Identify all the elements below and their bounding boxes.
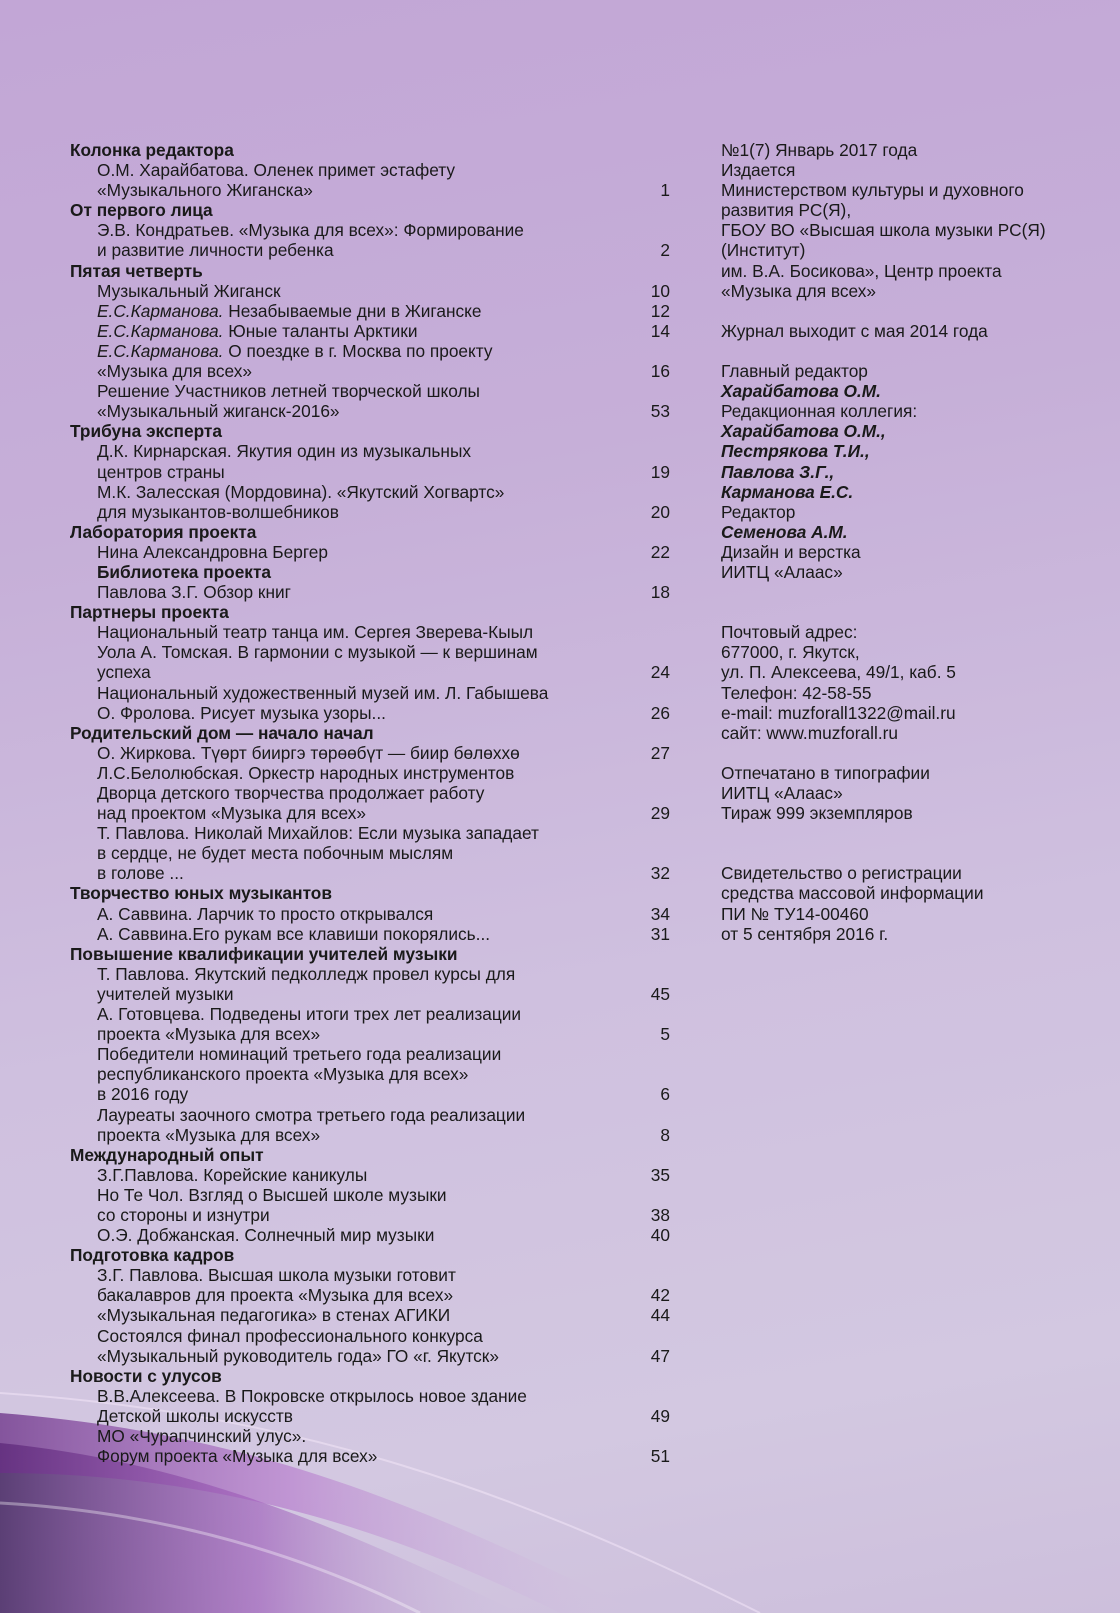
staff-name: Павлова З.Г., <box>721 461 835 482</box>
page-number: 14 <box>650 320 670 341</box>
entry-line <box>97 160 622 180</box>
toc-entry <box>70 1426 670 1466</box>
entry-text: Состоялся финал профессионального конкурса <box>97 1325 483 1346</box>
toc-entry <box>70 964 670 1004</box>
entry-title <box>70 441 622 481</box>
page-number: 16 <box>650 361 670 382</box>
entry-text: республиканского проекта «Музыка для всех» <box>97 1064 469 1085</box>
entry-line <box>97 1044 622 1064</box>
entry-title <box>70 904 622 924</box>
toc-entry <box>70 1165 670 1185</box>
entry-line <box>97 743 622 763</box>
imprint-line: (Институт) <box>721 240 806 261</box>
imprint-line: ПИ № ТУ14-00460 <box>721 903 869 924</box>
page-number: 10 <box>650 280 670 301</box>
entry-title <box>70 381 622 421</box>
page-number: 49 <box>650 1405 670 1426</box>
entry-text: учителей музыки <box>97 983 234 1004</box>
spacer <box>721 301 1106 321</box>
entry-text: О.М. Харайбатова. Оленек примет эстафету <box>97 160 456 181</box>
entry-text: со стороны и изнутри <box>97 1204 270 1225</box>
entry-text: З.Г. Павлова. Высшая школа музыки готовит <box>97 1265 456 1286</box>
entry-text: Л.С.Белолюбская. Оркестр народных инструментов <box>97 762 515 783</box>
entry-author: Е.С.Карманова. <box>97 320 224 341</box>
imprint-line: e-mail: muzforall1322@mail.ru <box>721 702 956 723</box>
entry-line <box>97 180 622 200</box>
page-number: 45 <box>650 983 670 1004</box>
entry-text: Музыкальный Жиганск <box>97 280 281 301</box>
entry-title <box>70 763 622 823</box>
entry-text: Незабываемые дни в Жиганске <box>223 300 482 321</box>
toc-entry <box>70 321 670 341</box>
page-number: 20 <box>650 501 670 522</box>
entry-line <box>97 1426 622 1446</box>
page-number: 32 <box>650 863 670 884</box>
page-number: 2 <box>660 240 670 261</box>
entry-title <box>70 823 622 883</box>
page-number: 31 <box>650 923 670 944</box>
entry-title <box>70 321 622 341</box>
toc-entry <box>70 220 670 260</box>
entry-line <box>97 341 622 361</box>
entry-line <box>97 622 622 642</box>
section-heading: От первого лица <box>70 200 213 221</box>
entry-text: Решение Участников летней творческой школы <box>97 381 480 402</box>
entry-line <box>97 582 622 602</box>
page-number: 6 <box>660 1084 670 1105</box>
staff-name: Харайбатова О.М. <box>721 381 881 402</box>
toc-entry <box>70 281 670 301</box>
imprint-line: Министерством культуры и духовного <box>721 180 1024 201</box>
toc-entry <box>70 582 670 602</box>
page-number: 38 <box>650 1204 670 1225</box>
entry-text: Лауреаты заочного смотра третьего года реализации <box>97 1104 526 1125</box>
staff-name: Пестрякова Т.И., <box>721 441 870 462</box>
entry-line <box>97 1105 622 1125</box>
toc-entry <box>70 904 670 924</box>
entry-title <box>70 964 622 1004</box>
entry-text: успеха <box>97 662 151 683</box>
entry-text: О.Э. Добжанская. Солнечный мир музыки <box>97 1225 435 1246</box>
entry-title <box>70 1265 622 1305</box>
imprint-line: Свидетельство о регистрации <box>721 863 962 884</box>
entry-line <box>97 1185 622 1205</box>
entry-text: Форум проекта «Музыка для всех» <box>97 1446 378 1467</box>
section-heading: Родительский дом — начало начал <box>70 722 374 743</box>
toc-entry <box>70 823 670 883</box>
toc-entry <box>70 301 670 321</box>
section-heading: Колонка редактора <box>70 140 234 160</box>
entry-line <box>97 1346 622 1366</box>
entry-line <box>97 462 622 482</box>
entry-line <box>97 924 622 944</box>
imprint-line: ИИТЦ «Алаас» <box>721 783 843 803</box>
section-heading: Партнеры проекта <box>70 602 229 623</box>
entry-line <box>97 482 622 502</box>
entry-line <box>97 1386 622 1406</box>
entry-line <box>97 361 622 381</box>
entry-text: над проектом «Музыка для всех» <box>97 803 366 824</box>
entry-text: в 2016 году <box>97 1084 189 1105</box>
section-heading: Творчество юных музыкантов <box>70 883 332 904</box>
page-number: 51 <box>650 1446 670 1467</box>
toc-entry <box>70 1265 670 1305</box>
toc-entry <box>70 1326 670 1366</box>
entry-title <box>70 160 622 200</box>
entry-text: Победители номинаций третьего года реализации <box>97 1044 502 1065</box>
toc-entry <box>70 1044 670 1104</box>
entry-line <box>97 220 622 240</box>
entry-line <box>97 1004 622 1024</box>
entry-line <box>97 401 622 421</box>
entry-line <box>97 703 622 723</box>
toc-entry <box>70 743 670 763</box>
entry-line <box>97 642 622 662</box>
entry-author: Е.С.Карманова. <box>97 340 224 361</box>
entry-text: О. Жиркова. Түөрт бииргэ төрөөбүт — биир бөлөххө <box>97 742 520 763</box>
toc-entry <box>70 1185 670 1225</box>
entry-line <box>97 1084 622 1104</box>
entry-text: Павлова З.Г. Обзор книг <box>97 582 291 603</box>
entry-text: Детской школы искусств <box>97 1405 293 1426</box>
entry-text: А. Саввина. Ларчик то просто открывался <box>97 903 434 924</box>
entry-title <box>70 1305 622 1325</box>
page-number: 35 <box>650 1164 670 1185</box>
page-number: 47 <box>650 1345 670 1366</box>
entry-text: «Музыкального Жиганска» <box>97 180 313 201</box>
section-heading: Новости с улусов <box>70 1365 222 1386</box>
imprint-line: Почтовый адрес: <box>721 622 858 643</box>
page-number: 44 <box>650 1305 670 1326</box>
entry-title <box>70 1165 622 1185</box>
entry-line <box>97 662 622 682</box>
page-number: 40 <box>650 1225 670 1246</box>
page-number: 42 <box>650 1285 670 1306</box>
entry-text: Национальный театр танца им. Сергея Зверева-Кыыл <box>97 622 534 643</box>
toc-entry <box>70 683 670 723</box>
page-number: 8 <box>660 1124 670 1145</box>
entry-title <box>70 341 622 381</box>
entry-text: в сердце, не будет места побочным мыслям <box>97 843 454 864</box>
entry-line <box>97 843 622 863</box>
imprint-line: ГБОУ ВО «Высшая школа музыки РС(Я) <box>721 220 1046 241</box>
spacer <box>721 743 1106 763</box>
entry-line <box>97 321 622 341</box>
imprint-line: ИИТЦ «Алаас» <box>721 561 843 582</box>
entry-line <box>97 502 622 522</box>
imprint-line: от 5 сентября 2016 г. <box>721 923 889 944</box>
entry-line <box>97 763 622 783</box>
imprint-line: 677000, г. Якутск, <box>721 642 860 663</box>
imprint-line: Дизайн и верстка <box>721 541 861 562</box>
entry-title <box>70 924 622 944</box>
entry-title <box>70 1426 622 1466</box>
imprint-line: Телефон: 42-58-55 <box>721 682 872 703</box>
entry-title <box>70 1225 622 1245</box>
entry-line <box>97 1446 622 1466</box>
entry-title <box>70 542 622 562</box>
imprint-line: Редакционная коллегия: <box>721 401 918 422</box>
imprint-line: ул. П. Алексеева, 49/1, каб. 5 <box>721 662 956 683</box>
page-number: 12 <box>650 300 670 321</box>
entry-line <box>97 904 622 924</box>
page-number: 19 <box>650 461 670 482</box>
imprint-line: «Музыка для всех» <box>721 280 876 301</box>
entry-title <box>70 301 622 321</box>
imprint-line: Главный редактор <box>721 361 868 382</box>
entry-text: проекта «Музыка для всех» <box>97 1024 321 1045</box>
entry-text: Д.К. Кирнарская. Якутия один из музыкальных <box>97 441 472 462</box>
entry-title <box>70 743 622 763</box>
entry-text: Т. Павлова. Якутский педколледж провел курсы для <box>97 963 516 984</box>
section-heading: Подготовка кадров <box>70 1245 235 1266</box>
entry-line <box>97 301 622 321</box>
entry-line <box>97 1326 622 1346</box>
entry-text: «Музыка для всех» <box>97 361 252 382</box>
imprint-line: Издается <box>721 160 796 181</box>
entry-title <box>70 1185 622 1225</box>
entry-text: бакалавров для проекта «Музыка для всех» <box>97 1285 454 1306</box>
entry-line <box>97 1225 622 1245</box>
entry-text: проекта «Музыка для всех» <box>97 1124 321 1145</box>
entry-line <box>97 1165 622 1185</box>
entry-line <box>97 1285 622 1305</box>
entry-line <box>97 381 622 401</box>
page-number: 26 <box>650 702 670 723</box>
entry-text: Нина Александровна Бергер <box>97 541 329 562</box>
entry-text: для музыкантов-волшебников <box>97 501 339 522</box>
entry-text: Т. Павлова. Николай Михайлов: Если музыка западает <box>97 823 539 844</box>
imprint-line: средства массовой информации <box>721 883 984 904</box>
page-number: 1 <box>660 180 670 201</box>
entry-text: З.Г.Павлова. Корейские каникулы <box>97 1164 368 1185</box>
entry-line <box>97 1406 622 1426</box>
entry-title <box>70 683 622 723</box>
table-of-contents <box>70 140 670 1466</box>
entry-line <box>97 783 622 803</box>
entry-text: А. Готовцева. Подведены итоги трех лет реализации <box>97 1004 522 1025</box>
entry-line <box>97 542 622 562</box>
toc-entry <box>70 1305 670 1325</box>
entry-text: и развитие личности ребенка <box>97 240 334 261</box>
entry-title <box>70 1326 622 1366</box>
imprint-line: Журнал выходит с мая 2014 года <box>721 320 988 341</box>
toc-entry <box>70 441 670 481</box>
entry-line <box>97 441 622 461</box>
section-heading: Лаборатория проекта <box>70 521 257 542</box>
entry-line <box>97 683 622 703</box>
section-heading: Повышение квалификации учителей музыки <box>70 943 458 964</box>
entry-text: Но Те Чол. Взгляд о Высшей школе музыки <box>97 1184 447 1205</box>
entry-text: Юные таланты Арктики <box>223 320 418 341</box>
subsection-heading: Библиотека проекта <box>97 561 272 582</box>
entry-title <box>70 1004 622 1044</box>
entry-text: А. Саввина.Его рукам все клавиши покорялись... <box>97 923 491 944</box>
toc-entry <box>70 1386 670 1426</box>
entry-line <box>97 1064 622 1084</box>
entry-text: Дворца детского творчества продолжает работу <box>97 783 485 803</box>
entry-line <box>97 863 622 883</box>
page-number: 53 <box>650 401 670 422</box>
imprint-line: Редактор <box>721 501 796 522</box>
entry-title <box>70 1105 622 1145</box>
toc-entry <box>70 160 670 200</box>
toc-entry <box>70 1225 670 1245</box>
entry-text: центров страны <box>97 461 225 482</box>
entry-line <box>97 984 622 1004</box>
entry-line <box>97 964 622 984</box>
toc-entry <box>70 1105 670 1145</box>
entry-title <box>70 220 622 260</box>
imprint-line: Тираж 999 экземпляров <box>721 803 913 824</box>
entry-line <box>97 1205 622 1225</box>
entry-title <box>70 1386 622 1426</box>
toc-entry <box>70 1004 670 1044</box>
entry-text: Уола А. Томская. В гармонии с музыкой — к вершинам <box>97 642 538 663</box>
toc-entry <box>70 924 670 944</box>
entry-line <box>97 240 622 260</box>
staff-name: Семенова А.М. <box>721 521 848 542</box>
entry-text: «Музыкальный руководитель года» ГО «г. Якутск» <box>97 1345 499 1366</box>
spacer <box>721 582 1106 602</box>
entry-title <box>70 1044 622 1104</box>
spacer <box>721 602 1106 622</box>
toc-entry <box>70 341 670 381</box>
toc-entry <box>70 763 670 823</box>
staff-name: Карманова Е.С. <box>721 481 854 502</box>
entry-line <box>97 803 622 823</box>
page-number: 27 <box>650 742 670 763</box>
imprint-column <box>721 140 1106 944</box>
page-number: 5 <box>660 1024 670 1045</box>
page-number: 24 <box>650 662 670 683</box>
entry-text: МО «Чурапчинский улус». <box>97 1426 307 1446</box>
entry-text: «Музыкальная педагогика» в стенах АГИКИ <box>97 1305 451 1326</box>
entry-author: Е.С.Карманова. <box>97 300 224 321</box>
section-heading: Трибуна эксперта <box>70 421 223 442</box>
page-number: 18 <box>650 582 670 603</box>
entry-text: М.К. Залесская (Мордовина). «Якутский Хогвартс» <box>97 481 505 502</box>
entry-line <box>97 281 622 301</box>
spacer <box>721 823 1106 843</box>
spacer <box>721 843 1106 863</box>
page-number: 22 <box>650 541 670 562</box>
entry-text: О. Фролова. Рисует музыка узоры... <box>97 702 386 723</box>
entry-title <box>70 622 622 682</box>
entry-title <box>70 582 622 602</box>
entry-line <box>97 1125 622 1145</box>
imprint-line: развития РС(Я), <box>721 200 852 221</box>
entry-text: О поездке в г. Москва по проекту <box>223 340 493 361</box>
imprint-line: им. В.А. Босикова», Центр проекта <box>721 260 1002 281</box>
toc-entry <box>70 482 670 522</box>
imprint-line: №1(7) Январь 2017 года <box>721 140 918 160</box>
entry-line <box>97 823 622 843</box>
entry-text: В.В.Алексеева. В Покровске открылось новое здание <box>97 1385 527 1406</box>
imprint-line: сайт: www.muzforall.ru <box>721 722 898 743</box>
entry-text: Э.В. Кондратьев. «Музыка для всех»: Формирование <box>97 220 524 241</box>
entry-line <box>97 1305 622 1325</box>
toc-entry <box>70 542 670 562</box>
entry-text: Национальный художественный музей им. Л. Габышева <box>97 682 549 703</box>
entry-title <box>70 281 622 301</box>
spacer <box>721 341 1106 361</box>
page-number: 29 <box>650 803 670 824</box>
toc-entry <box>70 622 670 682</box>
entry-title <box>70 482 622 522</box>
staff-name: Харайбатова О.М., <box>721 421 886 442</box>
entry-line <box>97 1265 622 1285</box>
toc-entry <box>70 381 670 421</box>
entry-line <box>97 1024 622 1044</box>
imprint-line: Отпечатано в типографии <box>721 762 930 783</box>
section-heading: Пятая четверть <box>70 260 203 281</box>
page-number: 34 <box>650 903 670 924</box>
section-heading: Международный опыт <box>70 1144 264 1165</box>
entry-text: в голове ... <box>97 863 184 884</box>
entry-text: «Музыкальный жиганск-2016» <box>97 401 340 422</box>
